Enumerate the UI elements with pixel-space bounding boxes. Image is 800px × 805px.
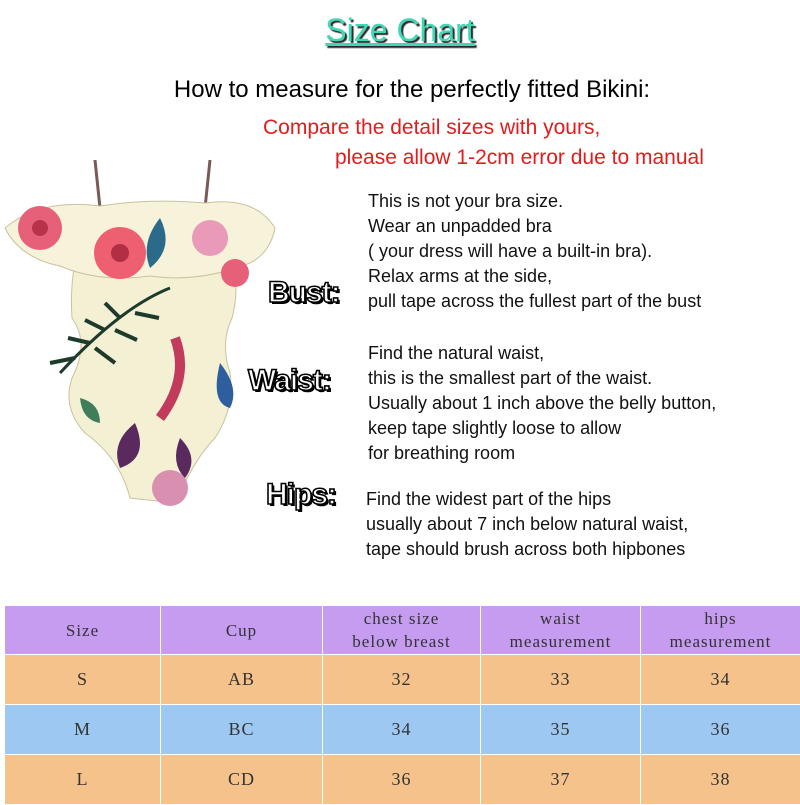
table-cell: S <box>5 655 161 705</box>
swimsuit-image <box>0 158 290 518</box>
table-row <box>5 655 800 705</box>
hips-label: Hips: <box>266 478 336 512</box>
column-header-chest: chest size below breast <box>323 606 481 655</box>
hips-line: Find the widest part of the hips <box>366 487 688 512</box>
table-cell: 38 <box>641 755 800 805</box>
bust-line: Wear an unpadded bra <box>368 214 701 239</box>
waist-line: Find the natural waist, <box>368 341 716 366</box>
table-cell: 34 <box>323 705 481 755</box>
table-cell: AB <box>161 655 323 705</box>
table-cell: 36 <box>323 755 481 805</box>
waist-label: Waist: <box>248 364 331 398</box>
column-header-hips: hips measurement <box>641 606 800 655</box>
column-header-size: Size <box>5 606 161 655</box>
table-cell: 36 <box>641 705 800 755</box>
bust-line: This is not your bra size. <box>368 189 701 214</box>
hips-line: tape should brush across both hipbones <box>366 537 688 562</box>
bust-line: pull tape across the fullest part of the bust <box>368 289 701 314</box>
table-row <box>5 755 800 805</box>
table-cell: M <box>5 705 161 755</box>
table-header-row <box>5 606 800 655</box>
size-table <box>4 605 800 805</box>
waist-line: keep tape slightly loose to allow <box>368 416 716 441</box>
table-cell: CD <box>161 755 323 805</box>
table-cell: 34 <box>641 655 800 705</box>
subtitle: How to measure for the perfectly fitted Bikini: <box>0 76 800 104</box>
waist-line: Usually about 1 inch above the belly button, <box>368 391 716 416</box>
bust-line: ( your dress will have a built-in bra). <box>368 239 701 264</box>
note-line-1: Compare the detail sizes with yours, <box>263 116 600 140</box>
column-header-cup: Cup <box>161 606 323 655</box>
table-row <box>5 705 800 755</box>
waist-line: this is the smallest part of the waist. <box>368 366 716 391</box>
hips-line: usually about 7 inch below natural waist, <box>366 512 688 537</box>
page-title: Size Chart <box>0 12 800 49</box>
table-cell: L <box>5 755 161 805</box>
table-cell: 33 <box>481 655 641 705</box>
note-line-2: please allow 1-2cm error due to manual <box>335 146 704 170</box>
hips-description <box>366 487 688 562</box>
table-cell: 35 <box>481 705 641 755</box>
waist-description <box>368 341 716 466</box>
table-cell: 32 <box>323 655 481 705</box>
bust-label: Bust: <box>268 276 340 310</box>
column-header-waist: waist measurement <box>481 606 641 655</box>
table-cell: 37 <box>481 755 641 805</box>
bust-line: Relax arms at the side, <box>368 264 701 289</box>
waist-line: for breathing room <box>368 441 716 466</box>
bust-description <box>368 189 701 314</box>
table-cell: BC <box>161 705 323 755</box>
